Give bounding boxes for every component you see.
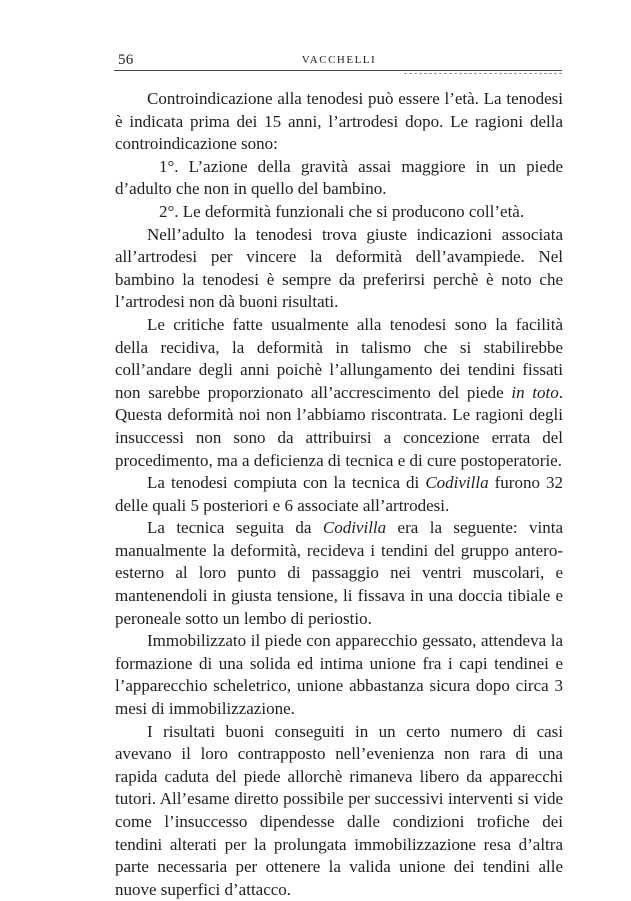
page-number: 56 [118,52,134,68]
page-header [114,52,562,76]
paragraph-p3 [115,201,563,224]
paragraph-text: Nell’adulto la tenodesi trova giuste indicazioni associata all’artrodesi per vincere la deformità dell’avampiede. Nel bambino la tenodesi è sempre da preferirsi perchè è noto che l’artrodesi non dà buoni risultati. [115,224,563,312]
italic-text: in toto [511,382,559,402]
body-text [115,88,563,901]
paragraph-text: Controindicazione alla tenodesi può essere l’età. La tenodesi è indicata prima dei 15 anni, l’artrodesi dopo. Le ragioni della controindicazione sono: [115,89,563,154]
header-rule [114,70,562,71]
paragraph-p9 [115,721,563,901]
paragraph-text: . Questa deformità noi non l’abbiamo riscontrata. Le ragioni degli insuccessi non sono da attribuirsi a concezione errata del procedimento, ma a deficienza di tecnica e di cure postoperatorie. [115,382,564,470]
paragraph-text: La tecnica seguita da [147,518,323,538]
paragraph-text: furono 32 delle quali 5 posteriori e 6 associate all’artrodesi. [115,473,563,515]
paragraph-p6 [115,472,563,517]
paragraph-text: 2°. Le deformità funzionali che si producono coll’età. [159,201,525,221]
paragraph-p2 [115,156,563,201]
paragraph-text: Immobilizzato il piede con apparecchio gessato, attendeva la formazione di una solida ed intima unione fra i capi tendinei e l’apparecchio scheletrico, unione abbastanza sicura dopo circa 3 mesi di immobilizzazione. [115,631,563,719]
header-rule-secondary [404,73,562,74]
paragraph-text: La tenodesi compiuta con la tecnica di [147,473,426,493]
italic-text: Codivilla [425,473,489,493]
paragraph-text: I risultati buoni conseguiti in un certo numero di casi avevano il loro contrapposto nell’evenienza non rara di una rapida caduta del piede allorchè rimaneva libero da apparecchi tutori. All’esame diretto possibile per successivi interventi si vide come l’insuccesso dipendesse dalle condizioni trofiche dei tendini alterati per la prolungata immobilizzazione resa d’altra parte necessaria per ottenere la valida unione dei tendini alle nuove superfici d’attacco. [115,721,563,899]
paragraph-p7 [115,517,563,630]
paragraph-p8 [115,630,563,720]
paragraph-text: era la seguente: vinta manualmente la deformità, recideva i tendini del gruppo antero-esterno al loro punto di passaggio nei ventri muscolari, e mantenendoli in giusta tensione, li fissava in una doccia tibiale e peroneale sotto un lembo di periostio. [115,518,563,628]
running-head: VACCHELLI [301,54,377,66]
paragraph-p4 [115,224,563,314]
italic-text: Codivilla [322,518,387,538]
paragraph-text: Le critiche fatte usualmente alla tenodesi sono la facilità della recidiva, la deformità in talismo che si stabilirebbe coll’andare degli anni poichè l’allungamento dei tendini fissati non sarebbe proporzionato all’accrescimento del piede [115,314,563,402]
paragraph-p1 [115,88,563,156]
paragraph-p5 [115,314,563,472]
paragraph-text: 1°. L’azione della gravità assai maggiore in un piede d’adulto che non in quello del bambino. [115,156,563,199]
